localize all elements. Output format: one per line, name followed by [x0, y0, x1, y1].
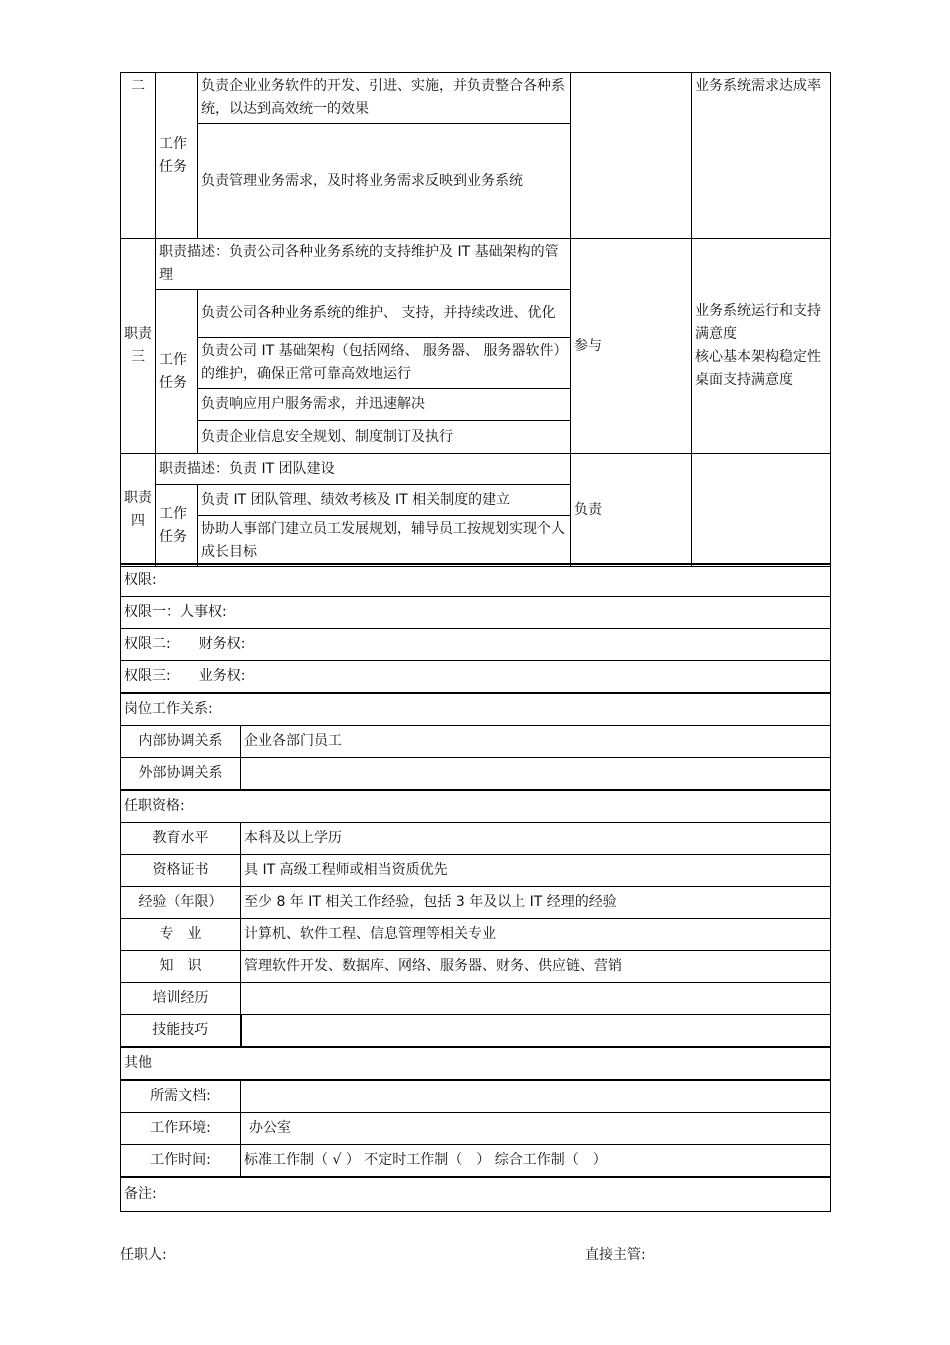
duty4-task-1: 负责 IT 团队管理、绩效考核及 IT 相关制度的建立 [198, 485, 571, 516]
duty2-kpi: 业务系统需求达成率 [692, 73, 831, 239]
duty4-label: 职责四 [121, 454, 156, 567]
other-title: 其他 [121, 1047, 831, 1080]
duty3-kpi-2: 核心基本架构稳定性 [695, 349, 821, 365]
authority-item-2: 权限二: 财务权: [121, 629, 831, 661]
external-relations-value [241, 758, 831, 791]
authority-item-3: 权限三: 业务权: [121, 661, 831, 694]
education-label: 教育水平 [121, 823, 241, 855]
duty3-kpi-3: 桌面支持满意度 [695, 372, 793, 388]
skills-value [241, 1015, 831, 1048]
environment-value: 办公室 [241, 1113, 831, 1145]
duty3-task-2: 负责公司 IT 基础架构（包括网络、 服务器、 服务器软件）的维护，确保正常可靠高效地运行 [198, 338, 571, 389]
duty4-task-label: 工作任务 [156, 485, 198, 567]
major-label: 专 业 [121, 919, 241, 951]
education-value: 本科及以上学历 [241, 823, 831, 855]
remark: 备注: [121, 1177, 831, 1212]
duty3-task-1: 负责公司各种业务系统的维护、 支持，并持续改进、优化 [198, 290, 571, 338]
experience-value: 至少 8 年 IT 相关工作经验，包括 3 年及以上 IT 经理的经验 [241, 887, 831, 919]
knowledge-value: 管理软件开发、数据库、网络、服务器、财务、供应链、营销 [241, 951, 831, 983]
duty3-label: 职责三 [121, 239, 156, 454]
duty3-task-4: 负责企业信息安全规划、制度制订及执行 [198, 421, 571, 454]
duty2-task-1: 负责企业业务软件的开发、引进、实施，并负责整合各种系统，以达到高效统一的效果 [198, 73, 571, 124]
training-value [241, 983, 831, 1015]
work-time-label: 工作时间: [121, 1145, 241, 1178]
duty4-task-2: 协助人事部门建立员工发展规划，辅导员工按规划实现个人成长目标 [198, 516, 571, 567]
authority-title: 权限: [121, 564, 831, 597]
training-label: 培训经历 [121, 983, 241, 1015]
internal-relations-value: 企业各部门员工 [241, 726, 831, 758]
duty2-role [571, 73, 692, 239]
duty3-task-3: 负责响应用户服务需求，并迅速解决 [198, 389, 571, 421]
major-value: 计算机、软件工程、信息管理等相关专业 [241, 919, 831, 951]
holder-signature-label: 任职人: [120, 1247, 167, 1263]
supervisor-signature-label: 直接主管: [585, 1247, 646, 1263]
duty2-label: 二 [121, 73, 156, 239]
external-relations-label: 外部协调关系 [121, 758, 241, 791]
duty4-role: 负责 [571, 454, 692, 567]
duties-table [120, 72, 831, 567]
duty3-kpi [692, 239, 831, 454]
skills-label: 技能技巧 [121, 1015, 241, 1048]
duty3-role: 参与 [571, 239, 692, 454]
details-table [120, 563, 831, 1212]
duty2-task-2: 负责管理业务需求，及时将业务需求反映到业务系统 [198, 124, 571, 239]
duty2-task-label: 工作任务 [156, 73, 198, 239]
environment-label: 工作环境: [121, 1113, 241, 1145]
documents-label: 所需文档: [121, 1080, 241, 1113]
duty3-task-label: 工作任务 [156, 290, 198, 454]
internal-relations-label: 内部协调关系 [121, 726, 241, 758]
duty3-kpi-1: 业务系统运行和支持满意度 [695, 303, 821, 342]
authority-item-1: 权限一：人事权: [121, 597, 831, 629]
relations-title: 岗位工作关系: [121, 693, 831, 726]
duty4-kpi [692, 454, 831, 567]
knowledge-label: 知 识 [121, 951, 241, 983]
duty4-description: 职责描述：负责 IT 团队建设 [156, 454, 571, 485]
certificate-label: 资格证书 [121, 855, 241, 887]
work-time-value: 标准工作制（ √ ） 不定时工作制（ ） 综合工作制（ ） [241, 1145, 831, 1178]
experience-label: 经验（年限） [121, 887, 241, 919]
qualifications-title: 任职资格: [121, 790, 831, 823]
documents-value [241, 1080, 831, 1113]
duty3-description: 职责描述：负责公司各种业务系统的支持维护及 IT 基础架构的管理 [156, 239, 571, 290]
certificate-value: 具 IT 高级工程师或相当资质优先 [241, 855, 831, 887]
